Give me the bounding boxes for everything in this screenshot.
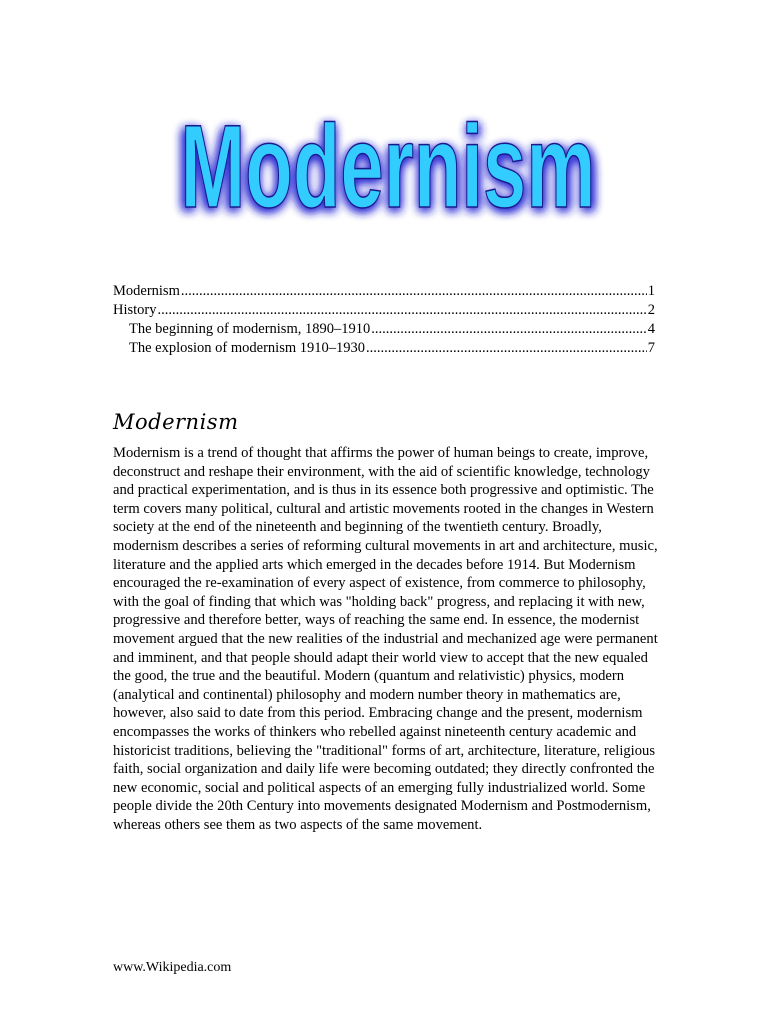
toc-entry-label: The beginning of modernism, 1890–1910 bbox=[129, 321, 371, 337]
source-link[interactable]: www.Wikipedia.com bbox=[113, 960, 232, 975]
wordart-title bbox=[168, 92, 608, 232]
toc-entry-label: Modernism bbox=[113, 283, 180, 299]
toc-leader-dots bbox=[371, 320, 647, 339]
toc-entry[interactable] bbox=[113, 282, 655, 301]
toc-entry-page: 2 bbox=[647, 302, 655, 318]
wordart-title-graphic bbox=[168, 92, 608, 232]
title-glow: Modernism bbox=[178, 104, 598, 232]
toc-entry[interactable] bbox=[113, 320, 655, 339]
toc-entry-label: The explosion of modernism 1910–1930 bbox=[129, 340, 366, 356]
toc-entry[interactable] bbox=[113, 339, 655, 358]
toc-entry-label: History bbox=[113, 302, 157, 318]
toc-leader-dots bbox=[158, 301, 647, 320]
toc-entry-page: 1 bbox=[647, 283, 655, 299]
toc-leader-dots bbox=[366, 339, 647, 358]
section-body: Modernism is a trend of thought that affirms the power of human beings to create, improve, deconstruct and reshape their environment, with the aid of scientific knowledge, technology and practical experimentation, and is thus in its essence both progressive and optimistic. The term covers many political, cultural and artistic movements rooted in the changes in Western society at the end of the nineteenth and beginning of the twentieth century. Broadly, modernism describes a series of reforming cultural movements in art and architecture, music, literature and the applied arts which emerged in the decades before 1914. But Modernism encouraged the re-examination of every aspect of existence, from commerce to philosophy, with the goal of finding that which was "holding back" progress, and replacing it with new, progressive and therefore better, ways of reaching the same end. In essence, the modernist movement argued that the new realities of the industrial and mechanized age were permanent and imminent, and that people should adapt their world view to accept that the new equaled the good, the true and the beautiful. Modern (quantum and relativistic) physics, modern (analytical and continental) philosophy and modern number theory in mathematics are, however, also said to date from this period. Embracing change and the present, modernism encompasses the works of thinkers who rebelled against nineteenth century academic and historicist traditions, believing the "traditional" forms of art, architecture, literature, religious faith, social organization and daily life were becoming outdated; they directly confronted the new economic, social and political aspects of an emerging fully industrialized world. Some people divide the 20th Century into movements designated Modernism and Postmodernism, whereas others see them as two aspects of the same movement. bbox=[113, 445, 658, 833]
title-text: Modernism bbox=[180, 101, 596, 232]
table-of-contents bbox=[113, 282, 655, 358]
toc-entry[interactable] bbox=[113, 301, 655, 320]
toc-entry-page: 7 bbox=[647, 340, 655, 356]
toc-entry-page: 4 bbox=[647, 321, 655, 337]
toc-leader-dots bbox=[181, 282, 647, 301]
section-heading: Modernism bbox=[113, 410, 239, 434]
